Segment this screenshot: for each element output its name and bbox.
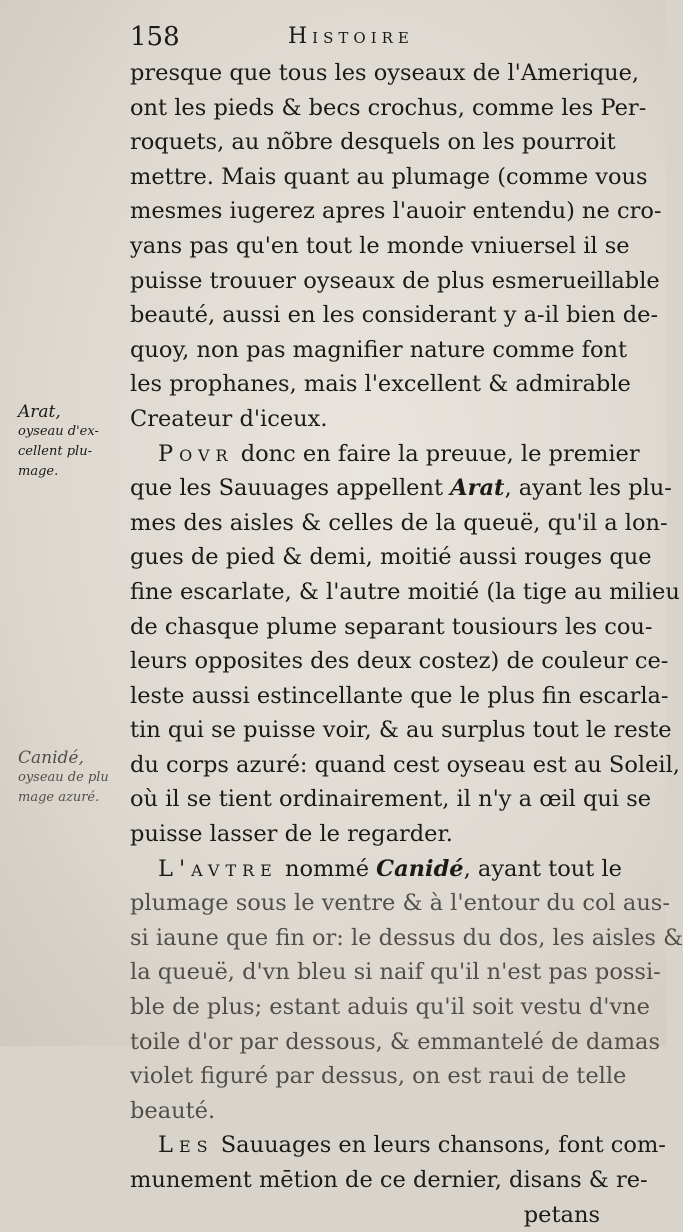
- paragraph-start-line: Povr donc en faire la preuue, le premier: [158, 440, 640, 467]
- text-line: beauté, aussi en les considerant y a-il bien de-: [130, 302, 659, 329]
- page-number: 158: [130, 22, 180, 52]
- bird-name-arat: Arat: [450, 475, 505, 502]
- text-line: presque que tous les oyseaux de l'Amerique,: [130, 60, 640, 86]
- small-caps-word: L'avtre: [158, 855, 278, 882]
- catchword: petans: [523, 1201, 600, 1228]
- paragraph-start-line: L'avtre nommé Canidé, ayant tout le: [158, 855, 622, 882]
- paragraph-start-line: Les Sauuages en leurs chansons, font com-: [158, 1132, 666, 1159]
- text-line: que les Sauuages appellent Arat, ayant les plu-: [130, 475, 672, 502]
- text-line: beauté.: [130, 1097, 216, 1124]
- text-line: de chasque plume separant tousiours les cou-: [130, 613, 653, 640]
- text-line: violet figuré par dessus, on est raui de telle: [130, 1063, 627, 1090]
- text-line: mes des aisles & celles de la queuë, qu'il a lon-: [130, 509, 668, 536]
- text-line: fine escarlate, & l'autre moitié (la tige au milieu: [130, 578, 680, 605]
- body-text: [130, 56, 683, 1232]
- text-line: mettre. Mais quant au plumage (comme vous: [130, 163, 648, 190]
- text-line: munement mētion de ce dernier, disans & re-: [130, 1167, 648, 1193]
- text-line: puisse trouuer oyseaux de plus esmerueillable: [130, 267, 660, 294]
- text-line: du corps azuré: quand cest oyseau est au Soleil,: [130, 751, 680, 778]
- text-line: toile d'or par dessous, & emmantelé de damas: [130, 1028, 660, 1055]
- text-line: ont les pieds & becs crochus, comme les Per-: [130, 94, 647, 121]
- text-line: puisse lasser de le regarder.: [130, 821, 453, 848]
- bird-name-canide: Canidé: [376, 855, 464, 882]
- text-line: plumage sous le ventre & à l'entour du col aus-: [130, 890, 670, 917]
- margin-note-arat: Arat, oyseau d'ex- cellent plu- mage.: [18, 402, 99, 479]
- text-line: où il se tient ordinairement, il n'y a œil qui se: [130, 786, 652, 813]
- text-line: leste aussi estincellante que le plus fin escarla-: [130, 682, 669, 709]
- text-line: ble de plus; estant aduis qu'il soit vestu d'vne: [130, 994, 650, 1021]
- text-line: mesmes iugerez apres l'auoir entendu) ne cro-: [130, 198, 662, 225]
- text-line: les prophanes, mais l'excellent & admirable: [130, 371, 631, 398]
- text-line: Createur d'iceux.: [130, 405, 328, 432]
- text-line: si iaune que fin or: le dessus du dos, les aisles &: [130, 924, 683, 951]
- margin-note-canide: Canidé, oyseau de plu mage azuré.: [18, 748, 109, 805]
- text-line: tin qui se puisse voir, & au surplus tout le reste: [130, 717, 672, 744]
- text-line: quoy, non pas magnifier nature comme font: [130, 336, 628, 363]
- text-line: leurs opposites des deux costez) de couleur ce-: [130, 648, 669, 675]
- text-line: yans pas qu'en tout le monde vniuersel il se: [130, 232, 630, 259]
- page-header: [130, 22, 600, 56]
- small-caps-word: Les: [158, 1132, 214, 1159]
- running-head: Histoire: [288, 24, 414, 49]
- small-caps-word: Povr: [158, 440, 234, 467]
- text-line: la queuë, d'vn bleu si naif qu'il n'est pas possi-: [130, 959, 661, 986]
- text-line: gues de pied & demi, moitié aussi rouges que: [130, 544, 652, 571]
- text-line: roquets, au nõbre desquels on les pourroit: [130, 129, 616, 156]
